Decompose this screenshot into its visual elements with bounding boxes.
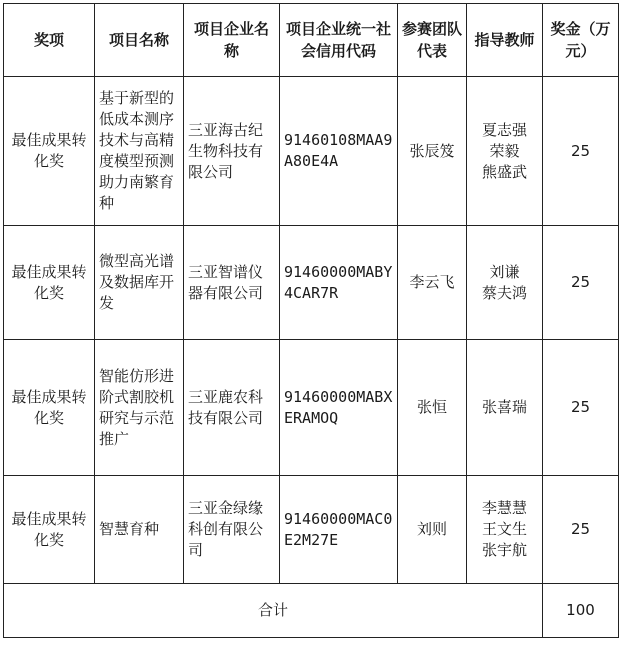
cell-credit-code: 91460108MAA9A80E4A [280,77,398,226]
cell-company-name: 三亚鹿农科技有限公司 [184,340,280,476]
total-value: 100 [543,584,619,638]
cell-team-rep: 张恒 [398,340,467,476]
mentor-name: 夏志强 [481,120,527,139]
header-award: 奖项 [4,4,95,77]
awards-table [3,3,619,638]
cell-team-rep: 李云飞 [398,226,467,340]
table-row [4,340,619,476]
table-row [4,226,619,340]
cell-award: 最佳成果转化奖 [4,226,95,340]
cell-prize: 25 [543,340,619,476]
header-mentor: 指导教师 [467,4,543,77]
cell-mentors [467,226,543,340]
cell-company-name: 三亚金绿缘科创有限公司 [184,476,280,584]
cell-project-name: 智能仿形进阶式割胶机研究与示范推广 [95,340,184,476]
cell-mentors [467,340,543,476]
cell-company-name: 三亚海古纪生物科技有限公司 [184,77,280,226]
header-company-name: 项目企业名称 [184,4,280,77]
cell-team-rep: 张辰笈 [398,77,467,226]
header-row [4,4,619,77]
cell-prize: 25 [543,77,619,226]
cell-award: 最佳成果转化奖 [4,476,95,584]
mentor-name: 张宇航 [481,541,527,559]
cell-credit-code: 91460000MABY4CAR7R [280,226,398,340]
table-row [4,77,619,226]
cell-mentors [467,476,543,584]
mentor-name: 熊盛武 [481,162,527,181]
cell-project-name: 微型高光谱及数据库开发 [95,226,184,340]
mentor-name: 刘谦 [489,262,520,281]
cell-prize: 25 [543,226,619,340]
header-project-name: 项目名称 [95,4,184,77]
header-credit-code: 项目企业统一社会信用代码 [280,4,398,77]
cell-credit-code: 91460000MABXERAMOQ [280,340,398,476]
mentor-name: 李慧慧 [481,499,527,517]
cell-project-name: 基于新型的低成本测序技术与高精度模型预测助力南繁育种 [95,77,184,226]
cell-prize: 25 [543,476,619,584]
header-team-rep: 参赛团队代表 [398,4,467,77]
mentor-name: 蔡夫鸿 [481,283,527,302]
total-label: 合计 [4,584,543,638]
cell-team-rep: 刘则 [398,476,467,584]
cell-credit-code: 91460000MAC0E2M27E [280,476,398,584]
cell-award: 最佳成果转化奖 [4,340,95,476]
total-row [4,584,619,638]
table-row [4,476,619,584]
cell-award: 最佳成果转化奖 [4,77,95,226]
header-prize: 奖金（万元） [543,4,619,77]
mentor-name: 荣毅 [489,141,520,160]
mentor-name: 张喜瑞 [481,398,527,416]
cell-project-name: 智慧育种 [95,476,184,584]
mentor-name: 王文生 [481,520,527,538]
cell-company-name: 三亚智谱仪器有限公司 [184,226,280,340]
cell-mentors [467,77,543,226]
